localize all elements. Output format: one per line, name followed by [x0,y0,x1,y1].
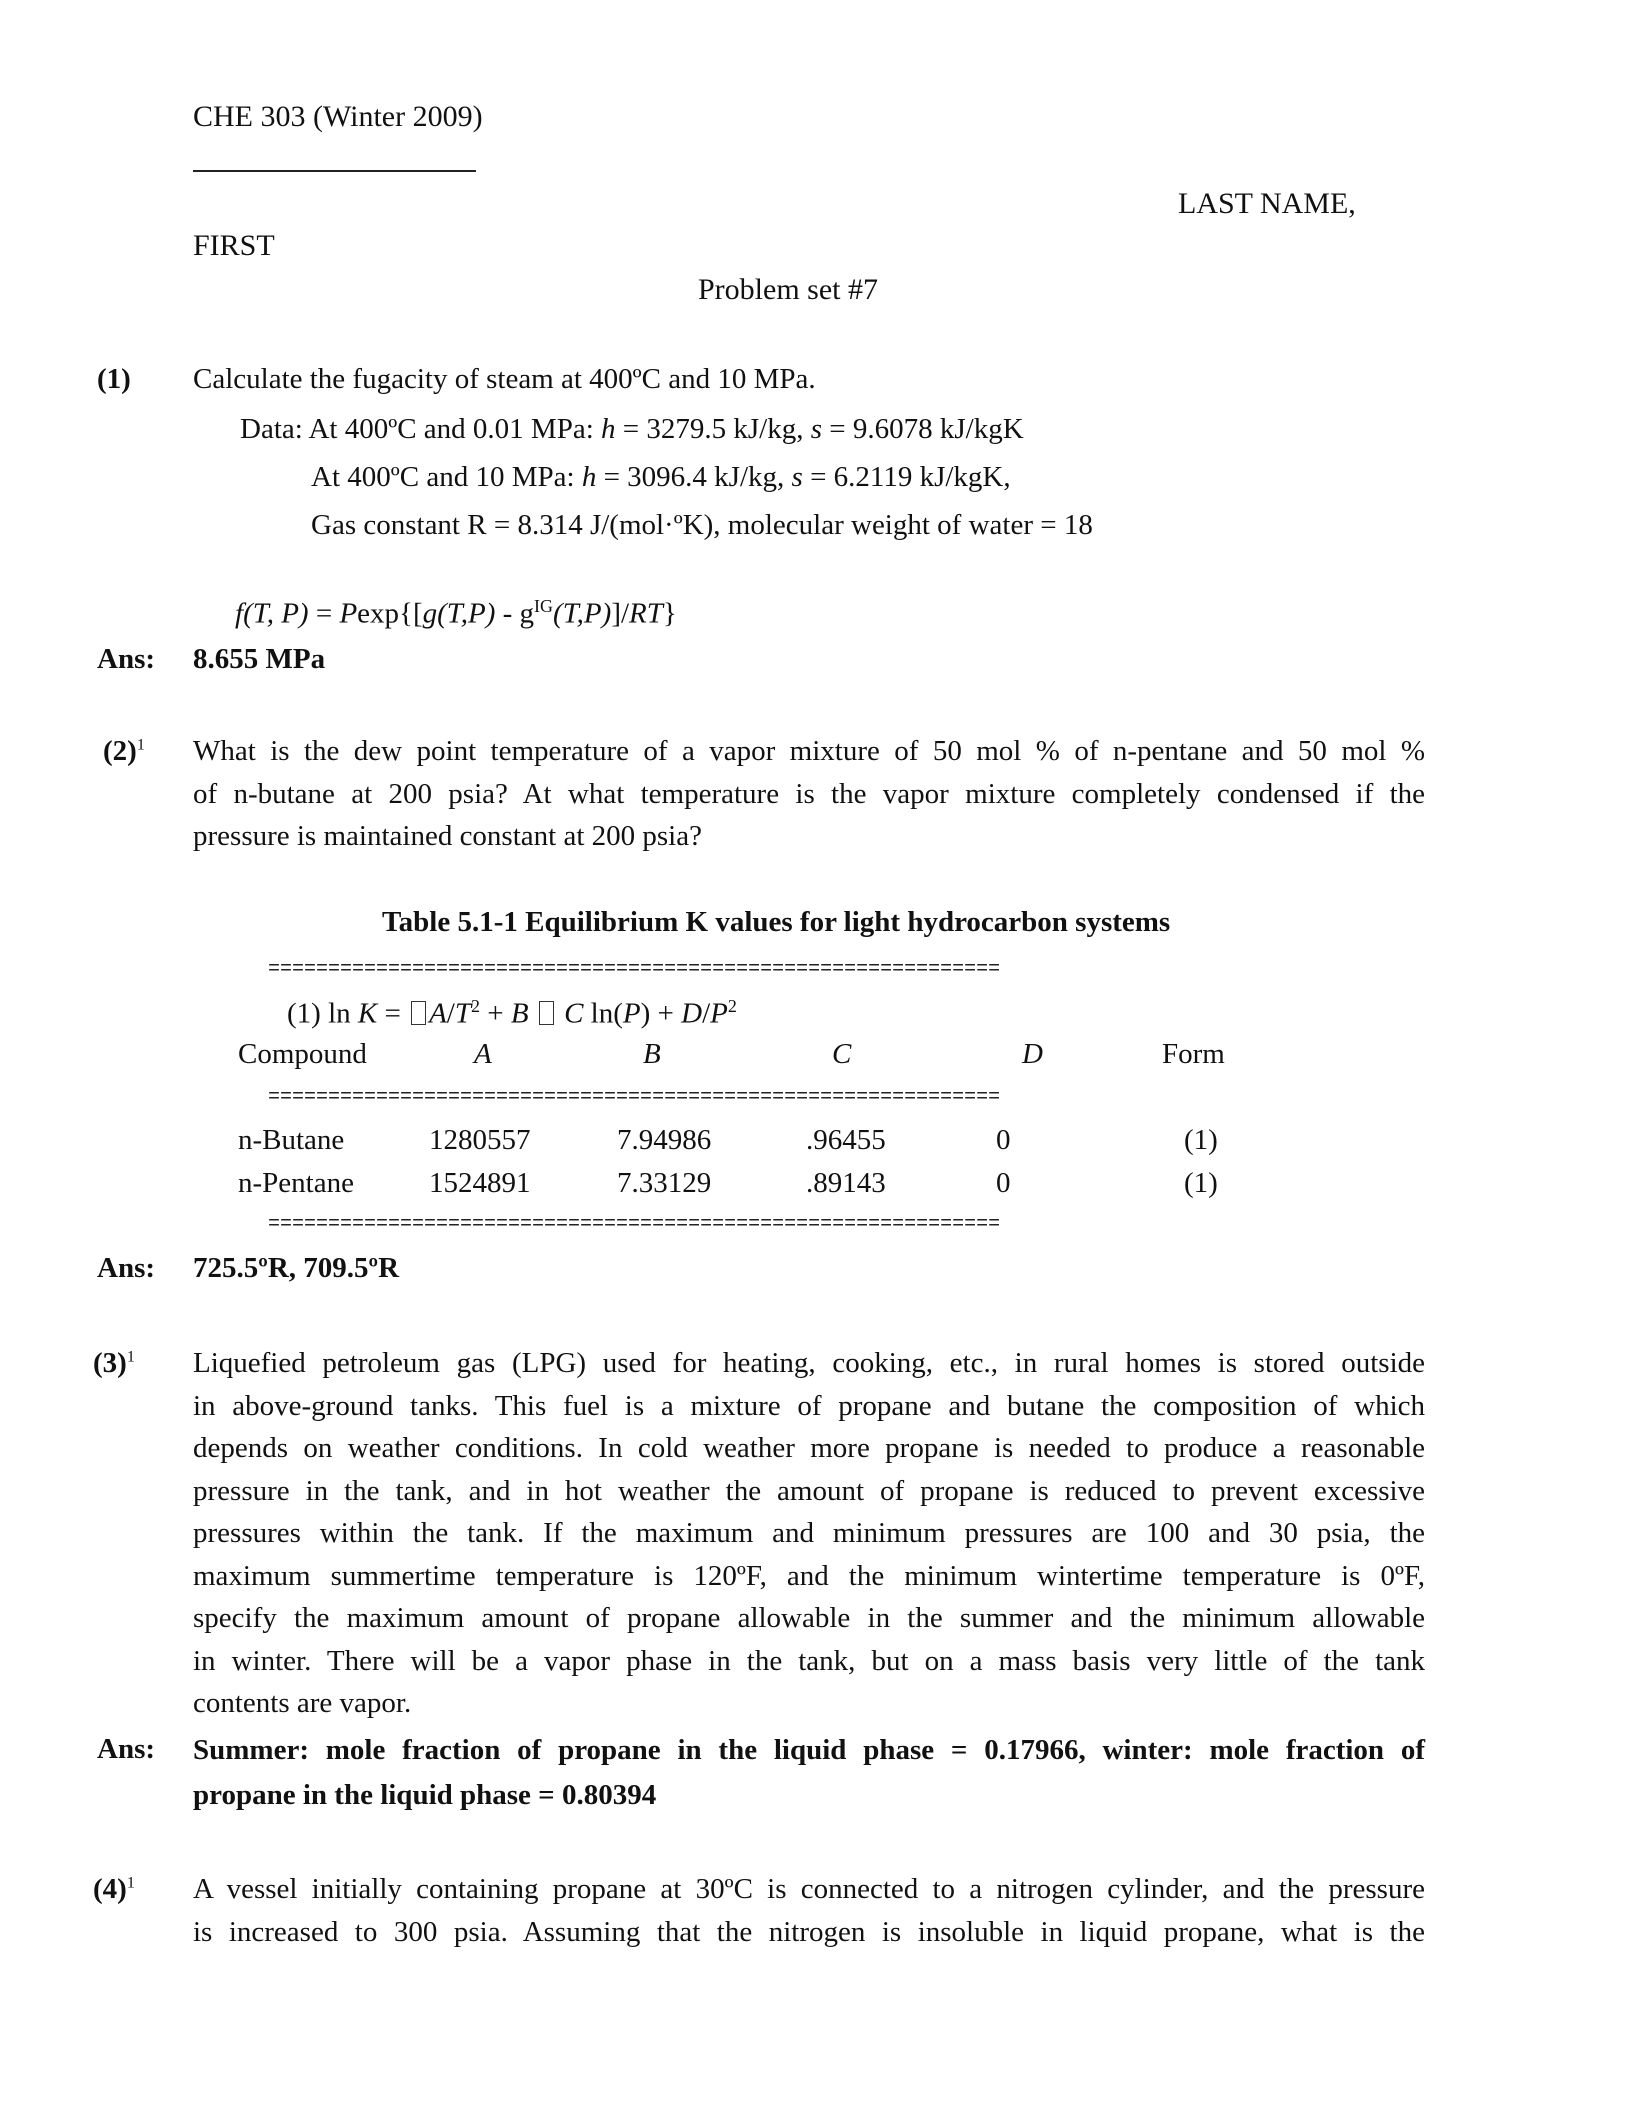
table-header-d: D [1022,1038,1043,1070]
problem-3-line: pressures within the tank. If the maximum and minimum pressures are 100 and 30 psia, the [193,1517,1425,1549]
problem-2-line: What is the dew point temperature of a vapor mixture of 50 mol % of n-pentane and 50 mol % [193,735,1425,767]
table-cell: .89143 [806,1167,886,1199]
first-name-label: FIRST [193,229,275,262]
problem-1-answer: 8.655 MPa [193,643,326,675]
name-underline [193,170,476,172]
problem-4-line: is increased to 300 psia. Assuming that the nitrogen is insoluble in liquid propane, what is the [193,1915,1425,1948]
problem-3-line: depends on weather conditions. In cold weather more propane is needed to produce a reasonable [193,1432,1425,1464]
problem-3-ans-label: Ans: [97,1733,156,1765]
problem-3-line: pressure in the tank, and in hot weather the amount of propane is reduced to prevent excessive [193,1474,1425,1507]
table-cell: n-Pentane [238,1167,354,1199]
problem-1-number: (1) [97,363,131,395]
table-rule-top: ============================================================= [268,963,1001,977]
table-header-b: B [643,1038,661,1070]
table-cell: 1524891 [429,1167,531,1199]
table-cell: .96455 [806,1124,886,1156]
table-cell: n-Butane [238,1124,345,1156]
k-value-equation: (1) $\ln K = A/T^2 + B$ C $\ln(P) + D/P^2$ [287,996,737,1030]
table-header-form: Form [1162,1038,1225,1070]
table-cell: 0 [996,1124,1011,1156]
problem-2-text [193,730,1425,858]
problem-2-ans-label: Ans: [97,1252,156,1284]
problem-3-answer-line: Summer: mole fraction of propane in the liquid phase = 0.17966, winter: mole fraction of [193,1734,1425,1766]
footnote-marker: 1 [136,736,145,754]
problem-1-question: Calculate the fugacity of steam at 400ºC and 10 MPa. [193,363,816,395]
table-caption: Table 5.1-1 Equilibrium K values for light hydrocarbon systems [382,906,1171,938]
problem-3-line: contents are vapor. [193,1687,412,1719]
problem-2-answer: 725.5ºR, 709.5ºR [193,1252,400,1284]
problem-3-text [193,1342,1425,1725]
problem-3-line: maximum summertime temperature is 120ºF, and the minimum wintertime temperature is 0ºF, [193,1559,1425,1592]
problem-4-text [193,1868,1425,1953]
last-name-label: LAST NAME, [1178,187,1356,220]
problem-1-ans-label: Ans: [97,643,156,675]
problem-2-line: of n-butane at 200 psia? At what temperature is the vapor mixture completely condensed if the [193,777,1425,810]
problem-3-answer-line: propane in the liquid phase = 0.80394 [193,1779,657,1811]
table-cell: 7.33129 [617,1167,712,1199]
problem-2-number: $(2)^1$ [103,735,145,767]
problem-3-line: in above-ground tanks. This fuel is a mixture of propane and butane the composition of which [193,1389,1425,1422]
problem-4-line: A vessel initially containing propane at 30ºC is connected to a nitrogen cylinder, and the pressure [193,1873,1425,1905]
fugacity-formula: f(T, $P) = Pexp\{[g(T,P) - g^{IG}(T,P)]/RT\}$ [235,596,677,630]
footnote-marker: 1 [126,1874,135,1892]
table-cell: (1) [1184,1124,1218,1156]
problem-3-line: in winter. There will be a vapor phase in the tank, but on a mass basis very little of the tank [193,1644,1425,1677]
table-cell: (1) [1184,1167,1218,1199]
problem-1-data-line-3: Gas constant R = 8.314 J/(mol·ºK), molecular weight of water = 18 [311,509,1093,541]
table-rule-mid: ============================================================= [268,1091,1001,1105]
problem-3-line: specify the maximum amount of propane allowable in the summer and the minimum allowable [193,1602,1425,1634]
page-title: Problem set #7 [698,273,878,306]
course-title: CHE 303 (Winter 2009) [193,100,483,133]
problem-3-line: Liquefied petroleum gas (LPG) used for heating, cooking, etc., in rural homes is stored outside [193,1347,1425,1379]
problem-3-number: $(3)^1$ [93,1347,135,1379]
table-cell: 7.94986 [617,1124,712,1156]
problem-1-data-line-2: At 400ºC and 10 MPa: h = 3096.4 kJ/kg, s = 6.2119 kJ/kgK, [311,461,1011,493]
problem-4-number: $(4)^1$ [93,1873,135,1905]
problem-2-line: pressure is maintained constant at 200 psia? [193,820,702,852]
problem-1-data-line-1: Data: At 400ºC and 0.01 MPa: h = 3279.5 kJ/kg, s = 9.6078 kJ/kgK [240,413,1024,445]
problem-3-answer [193,1728,1425,1818]
table-rule-bottom: ============================================================= [268,1218,1001,1232]
table-header-compound: Compound [238,1038,367,1070]
footnote-marker: 1 [126,1348,135,1366]
table-cell: 1280557 [429,1124,531,1156]
table-cell: 0 [996,1167,1011,1199]
table-header-a: A [474,1038,492,1070]
table-header-c: C [832,1038,852,1070]
